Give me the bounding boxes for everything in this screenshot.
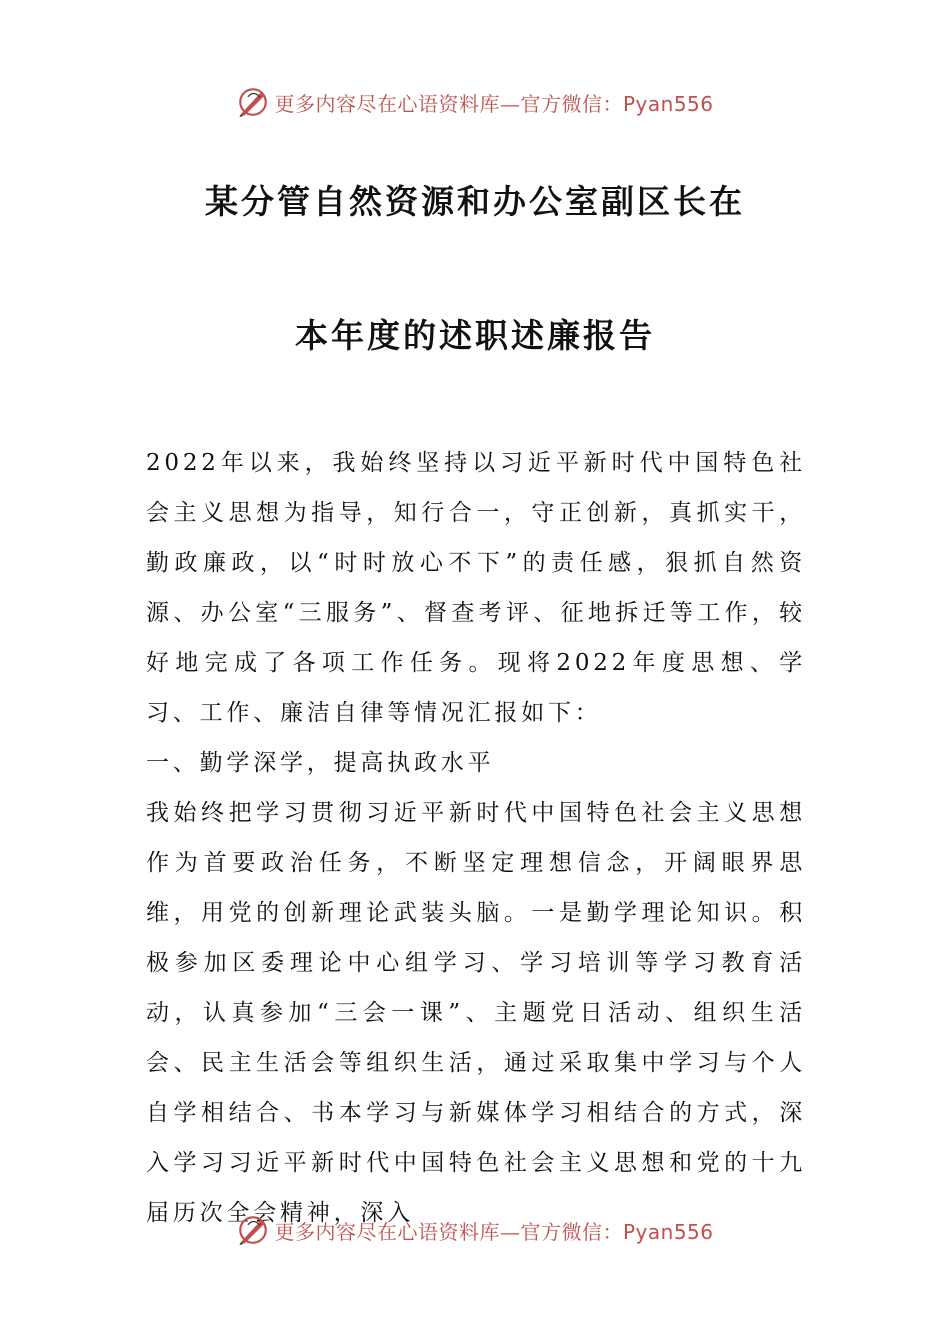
banner-label: 更多内容尽在心语资料库—官方微信： bbox=[274, 1219, 623, 1244]
banner-text bbox=[274, 1216, 713, 1245]
paragraph-intro: 2022年以来，我始终坚持以习近平新时代中国特色社会主义思想为指导，知行合一，守正创新，真抓实干，勤政廉政，以“时时放心不下”的责任感，狠抓自然资源、办公室“三服务”、督查考评、征地拆迁等工作，较好地完成了各项工作任务。现将2022年度思想、学习、工作、廉洁自律等情况汇报如下： bbox=[146, 450, 806, 726]
section-heading-1: 一、勤学深学，提高执政水平 bbox=[146, 750, 495, 776]
paragraph-section-1: 我始终把学习贯彻习近平新时代中国特色社会主义思想作为首要政治任务，不断坚定理想信念，开阔眼界思维，用党的创新理论武装头脑。一是勤学理论知识。积极参加区委理论中心组学习、学习培训等学习教育活动，认真参加“三会一课”、主题党日活动、组织生活会、民主生活会等组织生活，通过采取集中学习与个人自学相结合、书本学习与新媒体学习相结合的方式，深入学习习近平新时代中国特色社会主义思想和党的十九届历次全会精神，深入 bbox=[146, 800, 806, 1226]
document-title-line-2: 本年度的述职述廉报告 bbox=[295, 316, 655, 355]
footer-banner bbox=[0, 1210, 950, 1250]
wechat-id: Pyan556 bbox=[622, 1219, 714, 1244]
banner-text bbox=[274, 88, 713, 117]
pen-logo-icon bbox=[236, 1213, 270, 1247]
wechat-id: Pyan556 bbox=[622, 91, 714, 116]
pen-logo-icon bbox=[236, 85, 270, 119]
document-title-line-1: 某分管自然资源和办公室副区长在 bbox=[205, 182, 745, 221]
header-banner bbox=[0, 82, 950, 122]
document-body bbox=[146, 438, 806, 1238]
banner-label: 更多内容尽在心语资料库—官方微信： bbox=[274, 91, 623, 116]
